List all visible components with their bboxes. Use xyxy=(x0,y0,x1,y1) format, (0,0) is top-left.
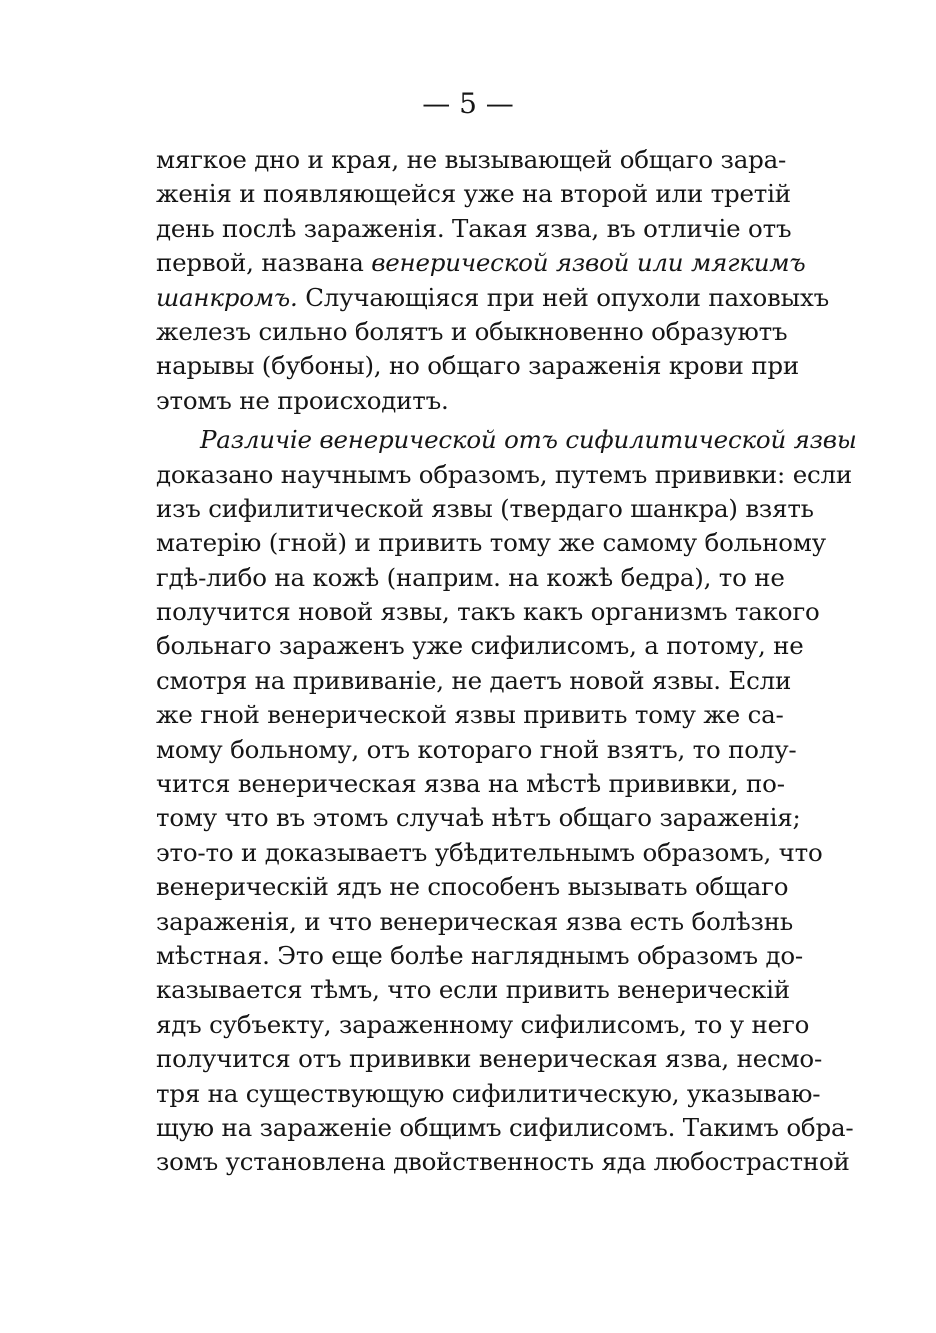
text-line: зомъ установлена двойственность яда любострастной xyxy=(156,1147,850,1177)
text-line: тому что въ этомъ случаѣ нѣтъ общаго зараженія; xyxy=(156,803,801,833)
text-line: железъ сильно болятъ и обыкновенно образуютъ xyxy=(156,316,788,346)
text-line: мому больному, отъ котораго гной взятъ, то полу- xyxy=(156,734,797,764)
text-line: день послѣ зараженія. Такая язва, въ отличіе отъ xyxy=(156,213,792,243)
text-line: получится отъ прививки венерическая язва, несмо- xyxy=(156,1044,823,1074)
italic-heading-phrase: Различіе венерической отъ сифилитической язвы xyxy=(200,425,857,455)
body-text xyxy=(156,143,857,1180)
paragraph-2 xyxy=(156,423,857,1180)
text-line: чится венерическая язва на мѣстѣ прививки, по- xyxy=(156,769,785,799)
text-line: казывается тѣмъ, что если привить венерическій xyxy=(156,975,790,1005)
text-line: зараженія, и что венерическая язва есть болѣзнь xyxy=(156,906,793,936)
text-line: получится новой язвы, такъ какъ организмъ такого xyxy=(156,597,820,627)
text-line: доказано научнымъ образомъ, путемъ прививки: если xyxy=(156,459,853,489)
text-run: Случающіяся при ней опухоли паховыхъ xyxy=(297,282,829,312)
text-line: женія и появляющейся уже на второй или третій xyxy=(156,179,791,209)
italic-term: венерической язвой или мягкимъ xyxy=(371,248,806,278)
text-line: нарывы (бубоны), но общаго зараженія крови при xyxy=(156,351,800,381)
text-line xyxy=(156,423,857,457)
text-line xyxy=(156,281,829,315)
text-line: мягкое дно и края, не вызывающей общаго зара- xyxy=(156,145,787,174)
paragraph-1 xyxy=(156,143,829,418)
text-line: тря на существующую сифилитическую, указываю- xyxy=(156,1078,821,1108)
text-line: венерическій ядъ не способенъ вызывать общаго xyxy=(156,872,789,902)
text-line: щую на зараженіе общимъ сифилисомъ. Такимъ обра- xyxy=(156,1112,854,1142)
text-line: изъ сифилитической язвы (твердаго шанкра) взять xyxy=(156,493,814,523)
text-line: смотря на прививаніе, не даетъ новой язвы. Если xyxy=(156,665,792,695)
text-line: ядъ субъекту, зараженному сифилисомъ, то у него xyxy=(156,1009,810,1039)
text-line: мѣстная. Это еще болѣе нагляднымъ образомъ до- xyxy=(156,940,803,970)
page-number: — 5 — xyxy=(422,87,514,120)
text-line: этомъ не происходитъ. xyxy=(156,385,449,415)
text-line: матерію (гной) и привить тому же самому больному xyxy=(156,528,826,558)
text-line: гдѣ-либо на кожѣ (наприм. на кожѣ бедра), то не xyxy=(156,562,785,592)
text-line: это-то и доказываетъ убѣдительнымъ образомъ, что xyxy=(156,837,823,867)
text-line: больнаго зараженъ уже сифилисомъ, а потому, не xyxy=(156,631,804,661)
text-line: же гной венерической язвы привить тому же са- xyxy=(156,700,784,730)
text-line xyxy=(156,246,806,280)
italic-term: шанкромъ. xyxy=(156,282,298,312)
text-run: первой, названа xyxy=(156,248,372,278)
